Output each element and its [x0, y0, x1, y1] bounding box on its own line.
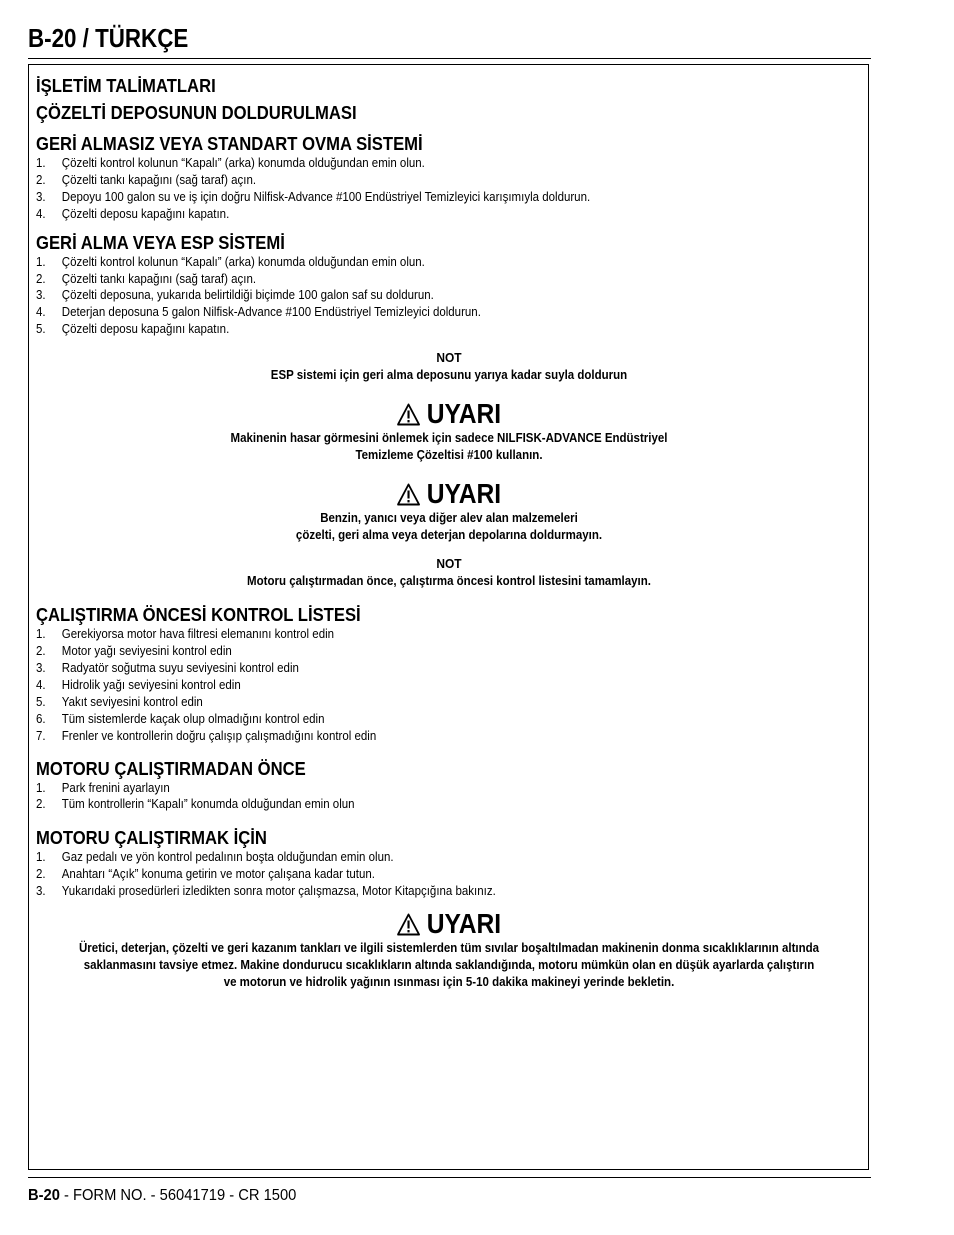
list-item-number: 1.	[36, 627, 46, 642]
note-2-title: NOT	[436, 556, 462, 572]
standard-steps	[36, 155, 862, 223]
list-item-text: Çözelti deposu kapağını kapatın.	[61, 206, 230, 221]
list-item	[36, 304, 796, 321]
list-item-text: Depoyu 100 galon su ve iş için doğru Nilfisk-Advance #100 Endüstriyel Temizleyici karışımıyla doldurun.	[61, 189, 591, 204]
warning-2-line-2: çözelti, geri alma veya deterjan depolarına doldurmayın.	[295, 528, 603, 543]
list-item-number: 3.	[36, 288, 46, 303]
page-title: B-20 / TÜRKÇE	[28, 23, 189, 53]
list-item-number: 3.	[36, 189, 46, 204]
list-item-number: 4.	[36, 206, 46, 221]
list-item-number: 4.	[36, 305, 46, 320]
standard-system-title: GERİ ALMASIZ VEYA STANDART OVMA SİSTEMİ	[36, 133, 423, 154]
list-item-number: 1.	[36, 850, 46, 865]
warning-3-line-3: ve motorun ve hidrolik yağının ısınması için 5-10 dakika makineyi yerinde bekletin.	[223, 975, 675, 990]
warning-3	[36, 908, 862, 991]
list-item-number: 2.	[36, 271, 46, 286]
list-item	[36, 206, 796, 223]
warning-2-title: UYARI	[426, 478, 502, 510]
before-start-steps	[36, 780, 862, 814]
content-box	[28, 64, 869, 1170]
list-item	[36, 155, 796, 172]
list-item-number: 1.	[36, 156, 46, 170]
list-item	[36, 254, 796, 271]
list-item	[36, 866, 796, 883]
list-item-text: Radyatör soğutma suyu seviyesini kontrol edin	[61, 660, 299, 675]
list-item-number: 6.	[36, 711, 46, 726]
list-item	[36, 626, 796, 643]
list-item-number: 2.	[36, 644, 46, 659]
list-item-number: 5.	[36, 694, 46, 709]
list-item-text: Çözelti kontrol kolunun “Kapalı” (arka) konumda olduğundan emin olun.	[61, 156, 425, 170]
page-footer	[28, 1186, 296, 1206]
warning-1-line-2: Temizleme Çözeltisi #100 kullanın.	[355, 448, 543, 463]
content-inner	[36, 72, 862, 991]
list-item-number: 4.	[36, 677, 46, 692]
before-start-title: MOTORU ÇALIŞTIRMADAN ÖNCE	[36, 757, 306, 779]
warning-3-title: UYARI	[426, 908, 502, 940]
list-item	[36, 321, 796, 338]
list-item	[36, 189, 796, 206]
list-item	[36, 883, 796, 900]
list-item-text: Yakıt seviyesini kontrol edin	[61, 694, 203, 709]
note-1	[36, 348, 862, 384]
list-item	[36, 711, 796, 728]
list-item	[36, 728, 796, 745]
operating-instructions-title: İŞLETİM TALİMATLARI	[36, 75, 216, 96]
list-item-text: Hidrolik yağı seviyesini kontrol edin	[61, 677, 241, 692]
list-item-number: 1.	[36, 780, 46, 795]
list-item-number: 2.	[36, 172, 46, 187]
list-item-text: Tüm kontrollerin “Kapalı” konumda olduğundan emin olun	[61, 797, 355, 812]
list-item-number: 2.	[36, 797, 46, 812]
list-item-text: Gaz pedalı ve yön kontrol pedalının boşta olduğundan emin olun.	[61, 850, 394, 865]
list-item	[36, 643, 796, 660]
list-item-number: 3.	[36, 660, 46, 675]
note-2	[36, 554, 862, 590]
list-item-text: Çözelti kontrol kolunun “Kapalı” (arka) konumda olduğundan emin olun.	[61, 254, 425, 269]
list-item	[36, 694, 796, 711]
warning-triangle-icon	[397, 913, 420, 936]
checklist-steps	[36, 626, 862, 744]
checklist-title: ÇALIŞTIRMA ÖNCESİ KONTROL LİSTESİ	[36, 604, 361, 626]
note-1-title: NOT	[436, 350, 462, 366]
list-item-text: Tüm sistemlerde kaçak olup olmadığını kontrol edin	[61, 711, 325, 726]
list-item-number: 1.	[36, 254, 46, 269]
header-divider	[28, 58, 871, 59]
esp-steps	[36, 254, 862, 339]
list-item-text: Çözelti tankı kapağını (sağ taraf) açın.	[61, 172, 257, 187]
warning-2	[36, 478, 862, 544]
warning-1-line-1: Makinenin hasar görmesini önlemek için sadece NILFISK-ADVANCE Endüstriyel	[230, 431, 668, 446]
warning-3-line-1: Üretici, deterjan, çözelti ve geri kazanım tankları ve ilgili sistemlerden tüm sıvılar boşaltılmadan makinenin donma sıcaklıklarının altında	[78, 941, 820, 956]
start-engine-title: MOTORU ÇALIŞTIRMAK İÇİN	[36, 827, 267, 849]
list-item-text: Frenler ve kontrollerin doğru çalışıp çalışmadığını kontrol edin	[61, 728, 377, 743]
list-item	[36, 780, 796, 797]
list-item	[36, 287, 796, 304]
list-item-number: 3.	[36, 884, 46, 899]
note-1-text: ESP sistemi için geri alma deposunu yarıya kadar suyla doldurun	[270, 368, 628, 383]
filling-tank-title: ÇÖZELTİ DEPOSUNUN DOLDURULMASI	[36, 102, 357, 123]
list-item-text: Çözelti tankı kapağını (sağ taraf) açın.	[61, 271, 257, 286]
list-item-number: 7.	[36, 728, 46, 743]
list-item-text: Yukarıdaki prosedürleri izledikten sonra motor çalışmazsa, Motor Kitapçığına bakınız.	[61, 884, 496, 899]
note-2-text: Motoru çalıştırmadan önce, çalıştırma öncesi kontrol listesini tamamlayın.	[247, 574, 651, 589]
warning-triangle-icon	[397, 483, 420, 506]
list-item-text: Çözelti deposuna, yukarıda belirtildiği biçimde 100 galon saf su doldurun.	[61, 288, 434, 303]
list-item-number: 2.	[36, 867, 46, 882]
list-item	[36, 849, 796, 866]
list-item	[36, 660, 796, 677]
esp-system-title: GERİ ALMA VEYA ESP SİSTEMİ	[36, 231, 285, 253]
list-item-number: 5.	[36, 322, 46, 337]
footer-form-text: - FORM NO. - 56041719 - CR 1500	[59, 1187, 297, 1204]
list-item-text: Park frenini ayarlayın	[61, 780, 170, 795]
list-item-text: Gerekiyorsa motor hava filtresi elemanını kontrol edin	[61, 627, 335, 642]
warning-1-title: UYARI	[426, 398, 502, 430]
warning-triangle-icon	[397, 403, 420, 426]
warning-3-line-2: saklanmasını tavsiye etmez. Makine dondurucu sıcaklıkların altında saklandığında, motoru mümkün olan en düşük ayarlarda çalıştırın	[83, 958, 815, 973]
list-item	[36, 677, 796, 694]
warning-2-line-1: Benzin, yanıcı veya diğer alev alan malzemeleri	[320, 511, 578, 526]
list-item	[36, 172, 796, 189]
list-item	[36, 796, 796, 813]
list-item-text: Çözelti deposu kapağını kapatın.	[61, 322, 230, 337]
warning-1	[36, 398, 862, 464]
list-item-text: Deterjan deposuna 5 galon Nilfisk-Advance #100 Endüstriyel Temizleyici doldurun.	[61, 305, 481, 320]
footer-divider	[28, 1177, 871, 1178]
start-engine-steps	[36, 849, 862, 900]
footer-page-number: B-20	[28, 1187, 60, 1204]
list-item-text: Anahtarı “Açık” konuma getirin ve motor çalışana kadar tutun.	[61, 867, 375, 882]
list-item-text: Motor yağı seviyesini kontrol edin	[61, 644, 232, 659]
list-item	[36, 271, 796, 288]
